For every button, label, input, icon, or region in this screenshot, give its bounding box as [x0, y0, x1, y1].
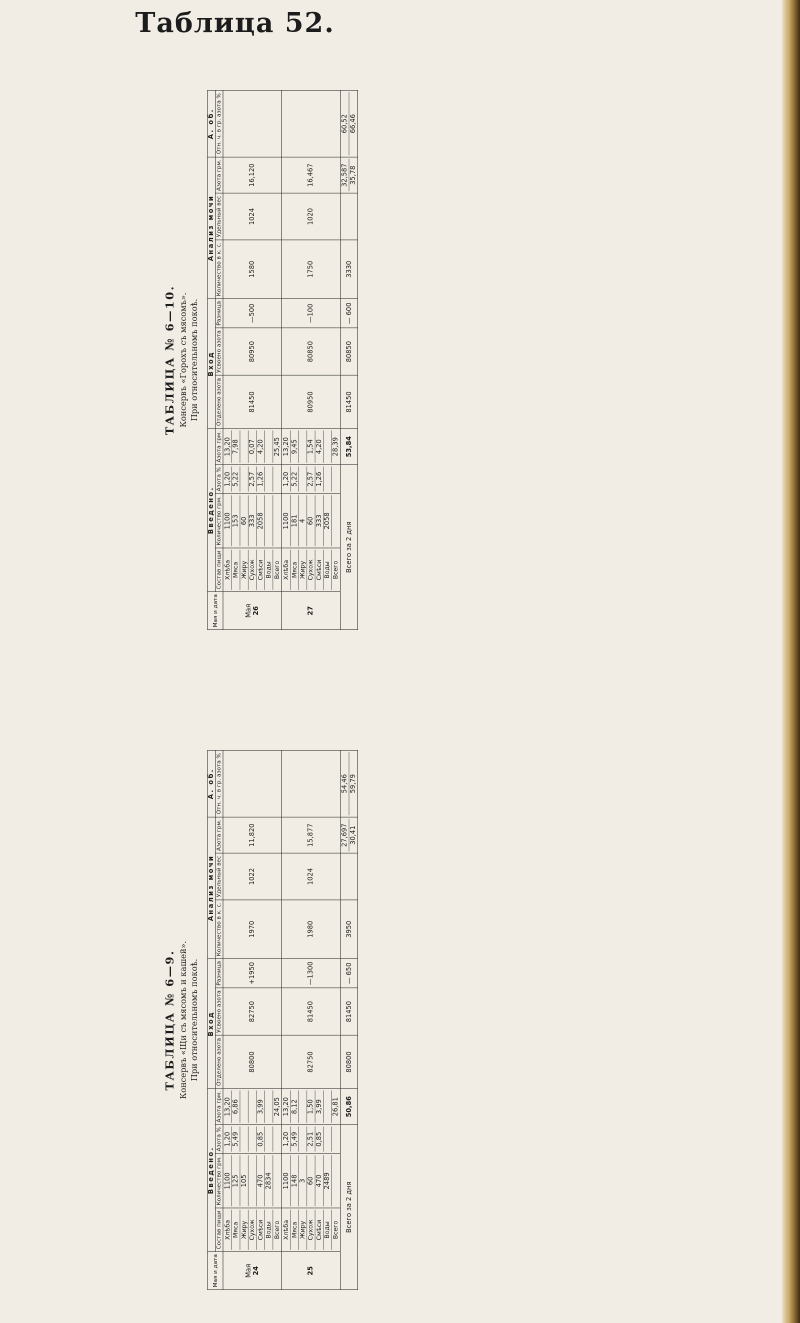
date-month: Мая — [244, 603, 253, 618]
header-ao-pct: Отн. ч. в гр. азота % — [215, 90, 223, 157]
header-azot: Азота грм. — [215, 817, 223, 853]
total-row — [340, 750, 357, 1289]
azot-cell: 11,820 — [223, 817, 282, 853]
vved-cell: 82750 — [282, 1035, 341, 1088]
header-out: Отделено азота — [215, 1035, 223, 1088]
header-azot: Азота грм. — [215, 157, 223, 193]
table-subtitle-2: При относительномъ покоѣ. — [189, 298, 200, 422]
data-table — [207, 90, 358, 630]
header-ud: Удельный вес — [215, 193, 223, 239]
table-subtitle-2: При относительномъ покоѣ. — [189, 958, 200, 1082]
header-balance: Разница — [215, 299, 223, 328]
header-analiz: Анализ мочи — [208, 157, 216, 299]
table-caption — [160, 750, 206, 1290]
n-pct-list: 1,20 5,49 2,51 0,85 — [282, 1125, 341, 1154]
date-day: 25 — [307, 1266, 315, 1276]
total-row — [340, 90, 357, 629]
azot-cell: 16,467 — [282, 157, 341, 193]
header-food: Состав пищи — [215, 548, 223, 592]
n-grams-list: 13,20 8,12 1,50 3,99 26,81 — [282, 1089, 341, 1125]
vved-cell: 80950 — [282, 375, 341, 428]
header-ao: А. об. — [208, 750, 216, 817]
ao-cell — [223, 90, 282, 157]
razn-cell: +1950 — [223, 959, 282, 988]
header-date: Мая и дата — [208, 1252, 223, 1290]
razn-cell: —1300 — [282, 959, 341, 988]
header-group-out: Вход — [208, 299, 216, 429]
total-razn: — 600 — [340, 299, 357, 328]
n-pct-list: 1,20 5,22 2,57 1,26 — [223, 465, 282, 494]
n-pct-list: 1,20 5,49 0,85 — [223, 1125, 282, 1154]
header-absorbed: Усвоено азота — [215, 328, 223, 376]
page-title: Таблица 52. — [135, 8, 335, 39]
header-analiz: Анализ мочи — [208, 817, 216, 959]
total-azot: 27,697 30,41 — [340, 817, 357, 853]
total-kal: 3950 — [340, 900, 357, 959]
table-row — [282, 90, 341, 629]
header-absorbed: Усвоено азота — [215, 988, 223, 1036]
n-grams-list: 13,20 7,98 0,07 4,20 25,45 — [223, 429, 282, 465]
header-grams: Количество грм. — [215, 1154, 223, 1209]
grams-list: 1100 153 60 333 2058 — [223, 494, 282, 549]
date-day: 24 — [252, 1266, 261, 1276]
total-usv: 80850 — [340, 328, 357, 376]
data-table — [207, 750, 358, 1290]
header-out: Отделено азота — [215, 375, 223, 428]
table-title: ТАБЛИЦА № 6—10. — [163, 284, 177, 436]
header-kal: Количество в к. с. — [215, 900, 223, 959]
vved-cell: 80800 — [223, 1035, 282, 1088]
ud-cell: 1024 — [282, 853, 341, 899]
header-n-grams: Азота грм. — [215, 1089, 223, 1125]
table-row — [223, 90, 282, 629]
azot-cell: 15,877 — [282, 817, 341, 853]
header-n-grams: Азота грм. — [215, 429, 223, 465]
food-list: Хлѣба Мяса Жиру Сухож Смѣси Воды Всего — [282, 548, 341, 592]
ao-cell — [282, 90, 341, 157]
ud-cell: 1024 — [223, 193, 282, 239]
grams-list: 1100 148 3 60 470 2489 — [282, 1154, 341, 1209]
total-usv: 81450 — [340, 988, 357, 1036]
table-row — [282, 750, 341, 1289]
usv-cell: 82750 — [223, 988, 282, 1036]
header-grams: Количество грм. — [215, 494, 223, 549]
food-list: Хлѣба Мяса Жиру Сухож Смѣси Воды Всего — [223, 1208, 282, 1252]
grams-list: 1100 125 105 470 2834 — [223, 1154, 282, 1209]
razn-cell: —100 — [282, 299, 341, 328]
food-list: Хлѣба Мяса Жиру Сухож Смѣси Воды Всего — [223, 548, 282, 592]
header-vvedeno: Введено. — [208, 429, 216, 592]
table-6-9 — [160, 750, 700, 1290]
ud-cell: 1020 — [282, 193, 341, 239]
usv-cell: 81450 — [282, 988, 341, 1036]
total-ao: 54,46 59,79 — [340, 750, 357, 817]
date-month: Мая — [244, 1263, 253, 1278]
table-title: ТАБЛИЦА № 6—9. — [163, 949, 177, 1091]
header-ao-pct: Отн. ч. в гр. азота % — [215, 750, 223, 817]
ao-cell — [282, 750, 341, 817]
n-pct-list: 1,20 5,22 2,57 1,26 — [282, 465, 341, 494]
header-group-out: Вход — [208, 959, 216, 1089]
kal-cell: 1980 — [282, 900, 341, 959]
kal-cell: 1580 — [223, 240, 282, 299]
total-n-grams: 53,84 — [340, 429, 357, 465]
header-food: Состав пищи — [215, 1208, 223, 1252]
header-n-pct: Азота % — [215, 465, 223, 494]
date-day: 27 — [307, 606, 315, 616]
total-label: Всего за 2 дня — [340, 1125, 357, 1290]
n-grams-list: 13,20 6,86 3,99 24,05 — [223, 1089, 282, 1125]
razn-cell: —500 — [223, 299, 282, 328]
total-ao: 60,52 66,46 — [340, 90, 357, 157]
table-row — [223, 750, 282, 1289]
header-n-pct: Азота % — [215, 1125, 223, 1154]
ao-cell — [223, 750, 282, 817]
page-edge — [782, 0, 800, 1323]
total-n-grams: 50,86 — [340, 1089, 357, 1125]
table-subtitle: Консервъ «Щи съ мясомъ и кашей». — [178, 940, 189, 1100]
n-grams-list: 13,20 9,45 1,54 4,20 28,39 — [282, 429, 341, 465]
date-day: 26 — [252, 606, 261, 616]
header-ao: А. об. — [208, 90, 216, 157]
header-date: Мая и дата — [208, 592, 223, 630]
total-vved: 80800 — [340, 1035, 357, 1088]
total-razn: — 650 — [340, 959, 357, 988]
header-ud: Удельный вес — [215, 853, 223, 899]
usv-cell: 80950 — [223, 328, 282, 376]
total-kal: 3330 — [340, 240, 357, 299]
header-balance: Разница — [215, 959, 223, 988]
table-subtitle: Консервъ «Горохъ съ мясомъ». — [178, 292, 189, 428]
grams-list: 1100 181 4 60 333 2058 — [282, 494, 341, 549]
kal-cell: 1750 — [282, 240, 341, 299]
vved-cell: 81450 — [223, 375, 282, 428]
usv-cell: 80850 — [282, 328, 341, 376]
header-vvedeno: Введено. — [208, 1089, 216, 1252]
table-caption — [160, 90, 206, 630]
header-kal: Количество в к. с. — [215, 240, 223, 299]
food-list: Хлѣба Мяса Жиру Сухож Смѣси Воды Всего — [282, 1208, 341, 1252]
azot-cell: 16,120 — [223, 157, 282, 193]
total-vved: 81450 — [340, 375, 357, 428]
table-6-10 — [160, 90, 700, 630]
kal-cell: 1970 — [223, 900, 282, 959]
total-azot: 32,587 35,78 — [340, 157, 357, 193]
ud-cell: 1022 — [223, 853, 282, 899]
total-label: Всего за 2 дня — [340, 465, 357, 630]
